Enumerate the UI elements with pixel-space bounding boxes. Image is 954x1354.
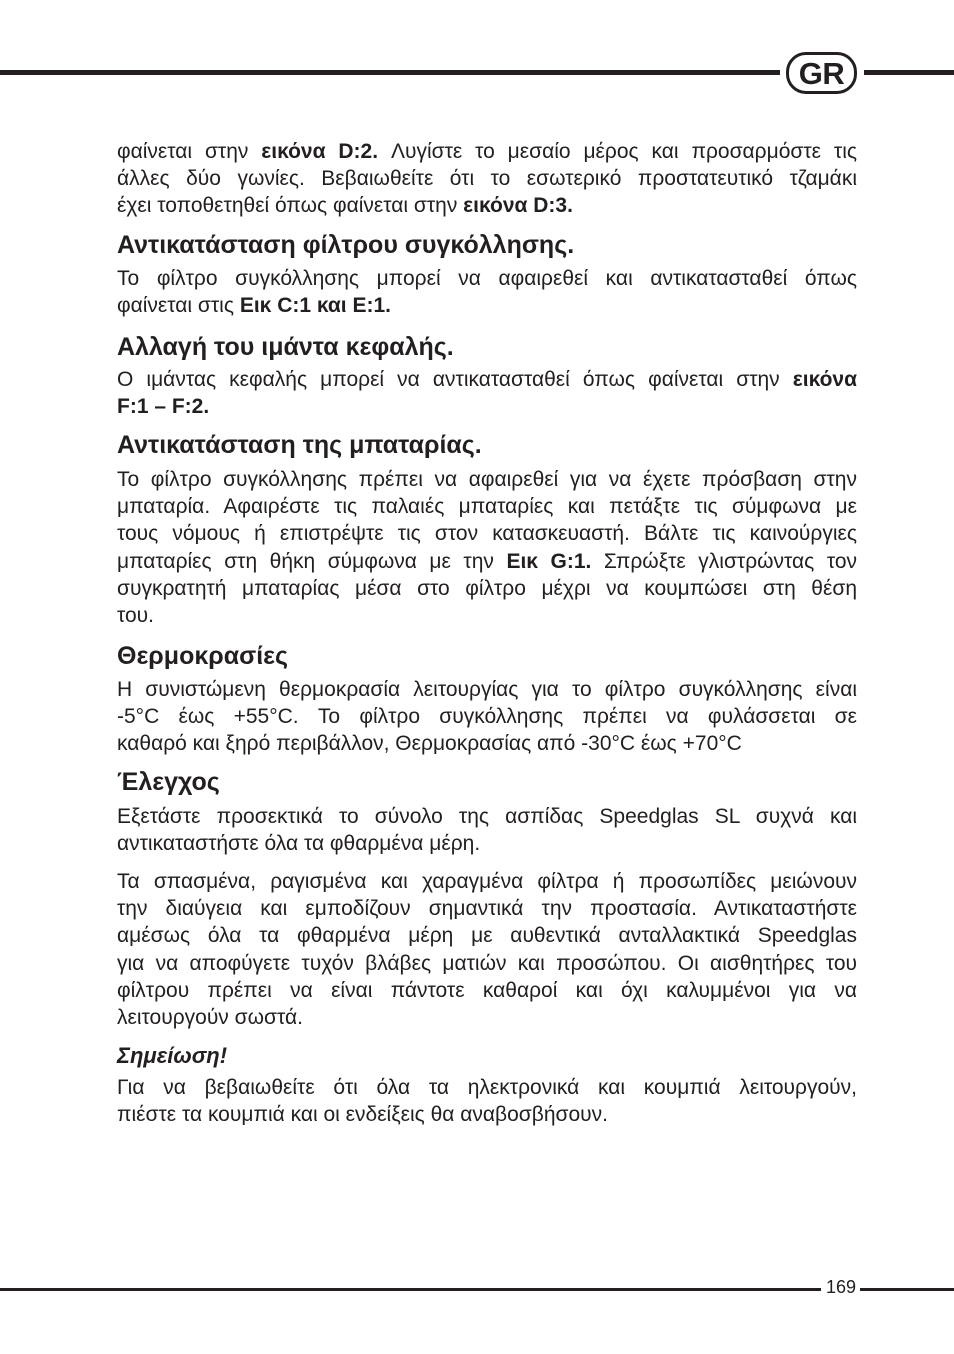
text-segment: πιέστε τα κουμπιά και οι ενδείξεις θα αναβοσβήσουν. — [117, 1103, 608, 1127]
text-line — [117, 868, 857, 895]
text-segment: για να αποφύγετε τυχόν βλάβες ματιών και προσώπου. Οι αισθητήρες του — [117, 951, 857, 975]
text-segment: Το φίλτρο συγκόλλησης μπορεί να αφαιρεθεί και αντικατασταθεί όπως — [117, 267, 857, 290]
intro-paragraph — [117, 138, 857, 220]
text-line — [117, 1101, 857, 1128]
section-heading-filter-replacement: Αντικατάσταση φίλτρου συγκόλλησης. — [117, 231, 575, 259]
text-segment: αμέσως όλα τα φθαρμένα μέρη με αυθεντικά ανταλλακτικά Speedglas — [117, 924, 857, 948]
text-line — [117, 977, 857, 1004]
text-segment: -5°C έως +55°C. Το φίλτρο συγκόλλησης πρέπει να φυλάσσεται σε — [117, 705, 857, 729]
figure-reference: Εικ C:1 και E:1. — [239, 294, 391, 318]
text-segment: Το φίλτρο συγκόλλησης πρέπει να αφαιρεθεί για να έχετε πρόσβαση στην — [117, 468, 857, 491]
text-segment: Για να βεβαιωθείτε ότι όλα τα ηλεκτρονικά και κουμπιά λειτουργούν, — [117, 1076, 857, 1099]
page-number: 169 — [822, 1276, 860, 1298]
text-segment: φαίνεται στην — [117, 140, 262, 163]
filter-replacement-paragraph — [117, 265, 857, 319]
text-line — [117, 575, 857, 602]
section-heading-battery: Αντικατάσταση της μπαταρίας. — [117, 431, 482, 459]
text-line — [117, 602, 857, 629]
text-line — [117, 730, 857, 757]
text-line — [117, 265, 857, 292]
text-line — [117, 466, 857, 493]
text-segment: τους νόμους ή επιστρέψτε τις στον κατασκευαστή. Βάλτε τις καινούργιες — [117, 522, 857, 546]
text-segment: έχει τοποθετηθεί όπως φαίνεται στην — [117, 194, 464, 218]
text-line — [117, 703, 857, 730]
header-rule-left — [0, 70, 780, 75]
footer-rule-left — [0, 1288, 821, 1291]
language-badge — [786, 52, 857, 94]
figure-reference: εικόνα — [792, 368, 857, 391]
text-line — [117, 676, 857, 703]
text-segment: αντικαταστήστε όλα τα φθαρμένα μέρη. — [117, 832, 481, 856]
text-line — [117, 165, 857, 192]
text-segment: μπαταρία. Αφαιρέστε τις παλαιές μπαταρίες και πετάξτε τις σύμφωνα με — [117, 495, 857, 519]
text-line — [117, 393, 857, 420]
text-segment: φαίνεται στις — [117, 294, 240, 318]
section-heading-temperatures: Θερμοκρασίες — [117, 642, 289, 670]
footer-rule-right — [860, 1288, 954, 1291]
text-line — [117, 138, 857, 165]
text-line — [117, 520, 857, 547]
text-segment: Εξετάστε προσεκτικά το σύνολο της ασπίδας Speedglas SL συχνά και — [117, 805, 857, 828]
note-heading: Σημείωση! — [117, 1043, 228, 1068]
temperatures-paragraph — [117, 676, 857, 758]
text-segment: Η συνιστώμενη θερμοκρασία λειτουργίας για το φίλτρο συγκόλλησης είναι — [117, 678, 857, 701]
text-line — [117, 366, 857, 393]
battery-paragraph — [117, 466, 857, 629]
figure-reference: εικόνα D:2. — [261, 140, 379, 163]
text-line — [117, 548, 857, 575]
section-heading-head-strap: Αλλαγή του ιμάντα κεφαλής. — [117, 333, 454, 361]
text-line — [117, 1004, 857, 1031]
head-strap-paragraph — [117, 366, 857, 420]
text-line — [117, 895, 857, 922]
note-paragraph — [117, 1074, 857, 1128]
text-segment: άλλες δύο γωνίες. Βεβαιωθείτε ότι το εσωτερικό προστατευτικό τζαμάκι — [117, 167, 857, 191]
text-segment: λειτουργούν σωστά. — [117, 1006, 303, 1030]
text-segment: την διαύγεια και εμποδίζουν σημαντικά την προστασία. Αντικαταστήστε — [117, 897, 857, 921]
text-segment: μπαταρίες στη θήκη σύμφωνα με την — [117, 549, 507, 573]
text-segment: φίλτρου πρέπει να είναι πάντοτε καθαροί και όχι καλυμμένοι για να — [117, 978, 857, 1002]
text-line — [117, 493, 857, 520]
text-line — [117, 803, 857, 830]
text-segment: Σπρώξτε γλιστρώντας τον — [591, 549, 858, 573]
text-line — [117, 292, 857, 319]
text-segment: Λυγίστε το μεσαίο μέρος και προσαρμόστε τις — [378, 140, 857, 163]
text-line — [117, 922, 857, 949]
language-code: GR — [798, 55, 845, 91]
text-line — [117, 192, 857, 219]
text-line — [117, 950, 857, 977]
text-segment: Τα σπασμένα, ραγισμένα και χαραγμένα φίλτρα ή προσωπίδες μειώνουν — [117, 870, 857, 893]
inspection-paragraph — [117, 803, 857, 857]
figure-reference: F:1 – F:2. — [117, 395, 210, 419]
damaged-parts-paragraph — [117, 868, 857, 1031]
text-segment: του. — [117, 604, 154, 628]
header-rule-right — [864, 70, 954, 75]
text-segment: συγκρατητή μπαταρίας μέσα στο φίλτρο μέχρι να κουμπώσει στη θέση — [117, 576, 857, 600]
text-line — [117, 1074, 857, 1101]
text-line — [117, 830, 857, 857]
figure-reference: Εικ G:1. — [506, 549, 592, 573]
figure-reference: εικόνα D:3. — [463, 194, 573, 218]
text-segment: καθαρό και ξηρό περιβάλλον, Θερμοκρασίας από -30°C έως +70°C — [117, 732, 742, 756]
text-segment: Ο ιμάντας κεφαλής μπορεί να αντικατασταθεί όπως φαίνεται στην — [117, 368, 793, 391]
section-heading-inspection: Έλεγχος — [117, 768, 220, 796]
